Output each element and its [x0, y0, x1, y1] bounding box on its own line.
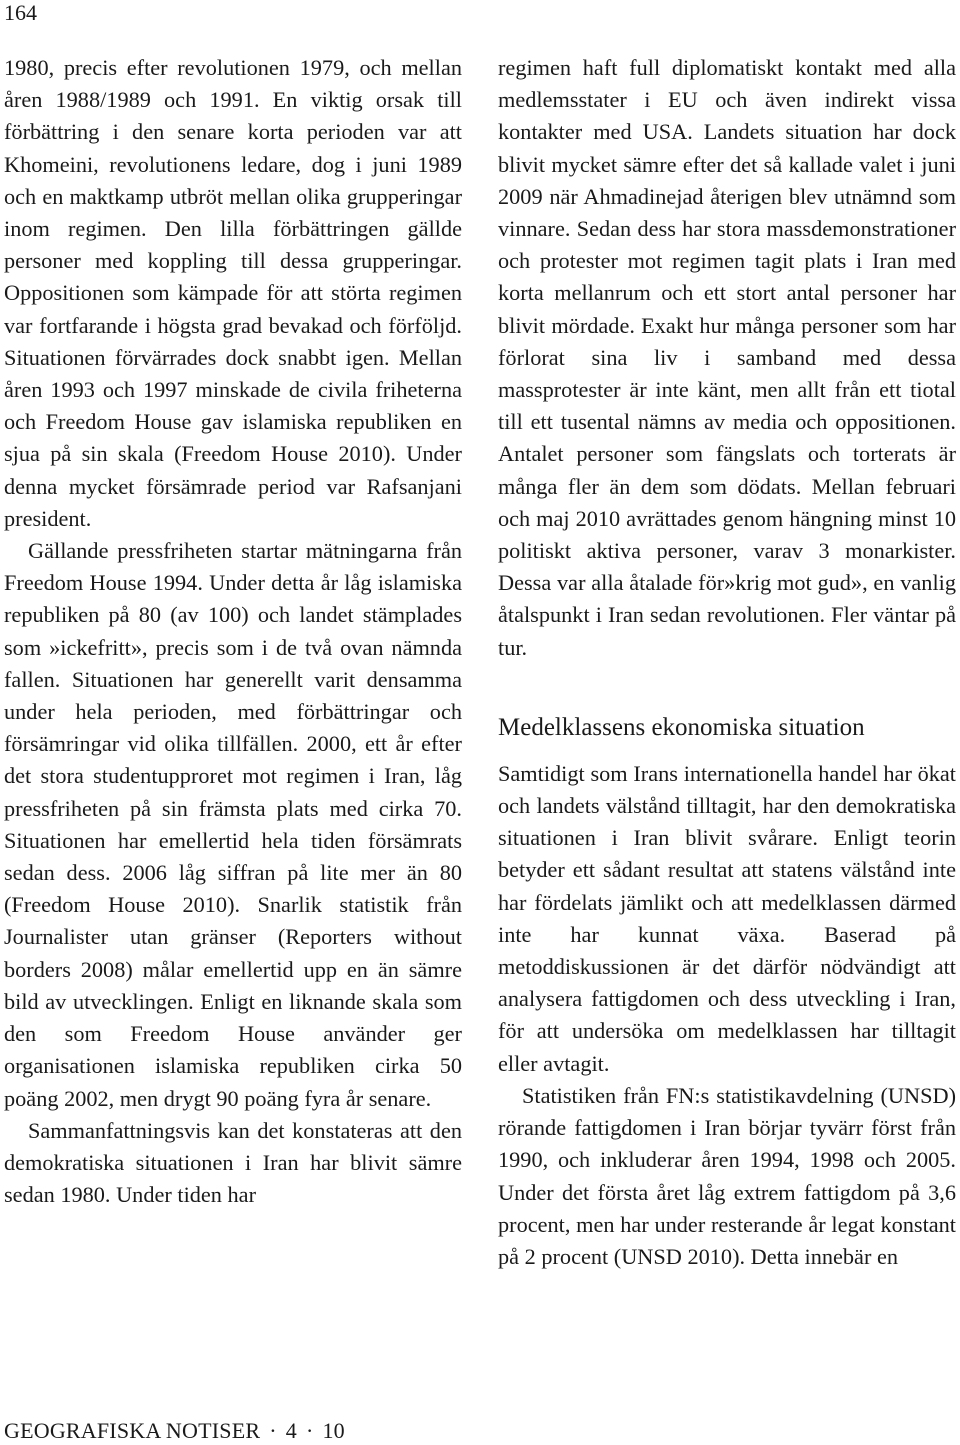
year-number: 10: [322, 1418, 345, 1443]
right-paragraph-3: Statistiken från FN:s statistikavdelning (UNSD) rörande fattigdomen i Iran börjar tyvärr först från 1990, och inkluderar åren 1994, 1998 och 2005. Under det första året låg extrem fattigdom på 3,6 procent, men har under resterande år legat konstant på 2 procent (UNSD 2010). Detta innebär en: [498, 1082, 956, 1269]
right-column: [498, 52, 956, 1273]
separator-dot: ·: [305, 1418, 314, 1443]
left-paragraph-3: Sammanfattningsvis kan det konstateras att den demokratiska situationen i Iran har blivit sämre sedan 1980. Under tiden har: [4, 1117, 462, 1208]
separator-dot: ·: [269, 1418, 277, 1443]
right-paragraph-2: Samtidigt som Irans internationella handel har ökat och landets välstånd tilltagit, har den demokratiska situationen i Iran blivit svårare. Enligt teorin betyder ett sådant resultat att statens välstånd inte har fördelats jämlikt och att medelklassen därmed inte har kunnat växa. Baserad på metoddiskussionen är det därför nödvändigt att analysera fattigdomen och dess utveckling i Iran, för att undersöka om medelklassen har tilltagit eller avtagit.: [498, 760, 956, 1076]
left-column: [4, 52, 462, 1211]
page-number: 164: [4, 0, 37, 25]
left-paragraph-2: Gällande pressfriheten startar mätningarna från Freedom House 1994. Under detta år låg islamiska republiken på 80 (av 100) och landet stämplades som »ickefritt», precis som i de två ovan nämnda fallen. Situationen har generellt varit densamma under hela perioden, med förbättringar och försämringar vid olika tillfällen. 2000, ett år efter det stora studentupproret mot regimen i Iran, låg pressfriheten på sin främsta plats med cirka 70. Situationen har emellertid hela tiden försämrats sedan dess. 2006 låg siffran på lite mer än 80 (Freedom House 2010). Snarlik statistik från Journalister utan gränser (Reporters without borders 2008) målar emellertid upp en än sämre bild av utvecklingen. Enligt en liknande skala som den som Freedom House använder ger organisationen islamiska republiken cirka 50 poäng 2002, men drygt 90 poäng fyra år senare.: [4, 538, 462, 1111]
running-footer: [4, 1418, 345, 1444]
volume-number: 4: [285, 1418, 297, 1443]
right-paragraph-1: regimen haft full diplomatiskt kontakt med alla medlemsstater i EU och även indirekt vissa kontakter med USA. Landets situation har dock blivit mycket sämre efter det så kallade valet i juni 2009 när Ahmadinejad återigen blev utnämnd som vinnare. Sedan dess har stora massdemonstrationer och protester mot regimen tagit plats i Iran med korta mellanrum och ett stort antal personer har blivit mördade. Exakt hur många personer som har förlorat sina liv i samband med dessa massprotester är inte känt, men allt från ett tiotal till ett tusental nämns av media och oppositionen. Antalet personer som fängslats och torterats är många fler än dem som dödats. Mellan februari och maj 2010 avrättades genom hängning minst 10 politiskt aktiva personer, varav 3 monarkister. Dessa var alla åtalade för»krig mot gud», en vanlig åtalspunkt i Iran sedan revolutionen. Fler väntar på tur.: [498, 55, 956, 660]
section-heading: Medelklassens ekonomiska situation: [498, 713, 865, 741]
left-paragraph-1: 1980, precis efter revolutionen 1979, och mellan åren 1988/1989 och 1991. En viktig orsak till förbättring i den senare korta perioden var att Khomeini, revolutionens ledare, dog i juni 1989 och en maktkamp utbröt mellan olika grupperingar inom regimen. Den lilla förbättringen gällde personer med koppling till dessa grupperingar. Oppositionen som kämpade för att störta regimen var fortfarande i högsta grad bevakad och förföljd. Situationen förvärrades dock snabbt igen. Mellan åren 1993 och 1997 minskade de civila friheterna och Freedom House gav islamiska republiken en sjua på sin skala (Freedom House 2010). Under denna mycket försämrade period var Rafsanjani president.: [4, 55, 462, 531]
journal-title: GEOGRAFISKA NOTISER: [4, 1418, 261, 1443]
